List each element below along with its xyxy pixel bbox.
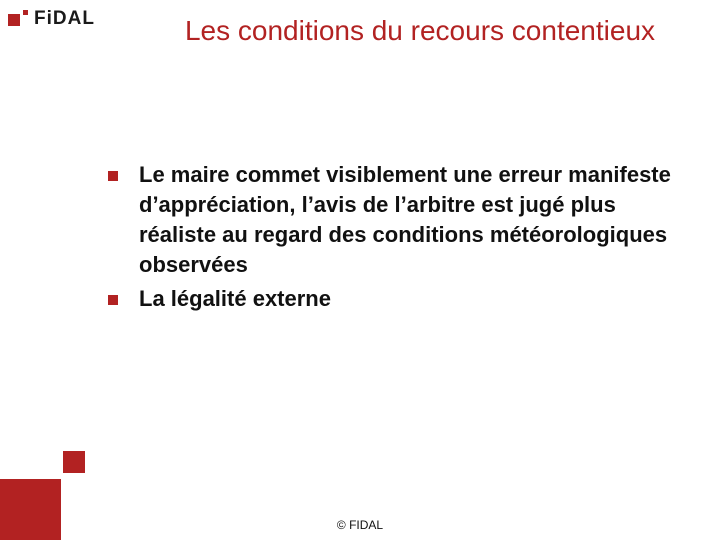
bullet-square-icon [108,295,118,305]
bullet-list [108,160,688,318]
decorative-corner-block [0,479,61,540]
logo-square-mark [8,14,20,26]
bullet-item [108,160,688,280]
bullet-text: La légalité externe [139,286,331,311]
decorative-small-square [63,451,85,473]
footer-copyright: © FIDAL [336,518,384,532]
logo-text: FiDAL [34,8,95,29]
slide-title: Les conditions du recours contentieux [184,15,656,46]
logo-dot-mark [23,10,28,15]
fidal-logo [4,4,120,36]
bullet-item [108,284,688,314]
bullet-text: Le maire commet visiblement une erreur manifeste d’appréciation, l’avis de l’arbitre est jugé plus réaliste au regard des conditions météorologiques observées [139,162,671,277]
bullet-square-icon [108,171,118,181]
